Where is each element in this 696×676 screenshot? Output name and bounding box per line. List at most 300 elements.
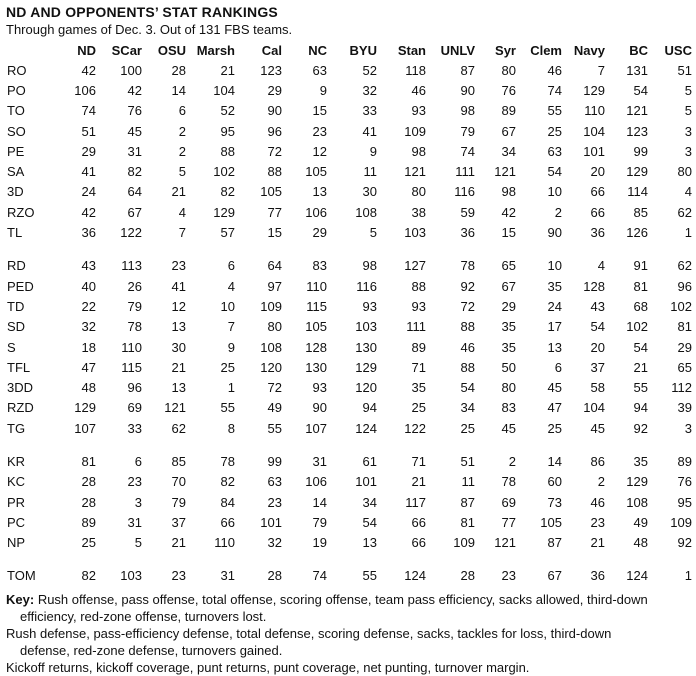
rank-cell: 3 [134, 494, 142, 510]
rank-cell: 12 [171, 298, 186, 314]
rank-cell: 22 [81, 298, 96, 314]
rank-cell: 124 [404, 568, 426, 584]
rank-cell: 106 [305, 204, 327, 220]
rank-cell: 113 [121, 258, 142, 274]
rank-cell: 112 [671, 380, 692, 396]
rank-cell: 94 [362, 400, 377, 416]
rank-cell: 55 [547, 103, 562, 119]
rank-cell: 25 [81, 535, 96, 551]
table-row [6, 276, 696, 296]
rank-cell: 80 [501, 62, 516, 78]
stat-label: NP [7, 535, 26, 551]
rank-cell: 23 [312, 123, 327, 139]
team-header: UNLV [440, 42, 475, 58]
rank-cell: 46 [590, 494, 605, 510]
rank-cell: 118 [405, 62, 426, 78]
rank-cell: 90 [267, 103, 282, 119]
rank-cell: 78 [501, 474, 516, 490]
rank-cell: 5 [684, 82, 692, 98]
stat-label: TG [7, 420, 26, 436]
rank-cell: 3 [684, 420, 692, 436]
rank-cell: 72 [460, 298, 475, 314]
rank-cell: 35 [411, 380, 426, 396]
stat-label: KC [7, 474, 26, 490]
rank-cell: 35 [547, 278, 562, 294]
rank-cell: 28 [81, 494, 96, 510]
rank-cell: 96 [677, 278, 692, 294]
rank-cell: 4 [227, 278, 235, 294]
rank-cell: 77 [501, 514, 516, 530]
rank-cell: 21 [171, 535, 186, 551]
rank-cell: 89 [677, 453, 692, 469]
rank-cell: 13 [171, 380, 186, 396]
rank-cell: 43 [590, 298, 605, 314]
rank-cell: 54 [590, 319, 605, 335]
stat-label: RD [7, 258, 26, 274]
rank-cell: 52 [362, 62, 377, 78]
key-line [6, 591, 654, 625]
rank-cell: 35 [501, 319, 516, 335]
rank-cell: 90 [547, 225, 562, 241]
rank-cell: 108 [260, 339, 282, 355]
rank-cell: 18 [81, 339, 96, 355]
rankings-document [6, 3, 692, 676]
rank-cell: 69 [501, 494, 516, 510]
rank-cell: 26 [127, 278, 142, 294]
rank-cell: 98 [411, 143, 426, 159]
rank-cell: 5 [134, 535, 142, 551]
rank-cell: 21 [590, 535, 605, 551]
key-line [6, 625, 654, 659]
stat-label: RZD [7, 400, 34, 416]
rank-cell: 55 [267, 420, 282, 436]
rank-cell: 15 [501, 225, 516, 241]
rank-cell: 13 [312, 184, 327, 200]
rank-cell: 24 [547, 298, 562, 314]
stat-label: TO [7, 103, 25, 119]
rank-cell: 45 [547, 380, 562, 396]
rank-cell: 102 [213, 164, 235, 180]
stat-label: SO [7, 123, 26, 139]
rank-cell: 63 [547, 143, 562, 159]
rank-cell: 51 [460, 453, 475, 469]
rank-cell: 15 [312, 103, 327, 119]
table-row [6, 472, 696, 492]
rank-cell: 90 [460, 82, 475, 98]
rank-cell: 41 [362, 123, 377, 139]
rankings-table [6, 40, 696, 586]
rank-cell: 91 [633, 258, 648, 274]
rank-cell: 42 [81, 204, 96, 220]
rank-cell: 21 [171, 184, 186, 200]
key-line-defense: Rush defense, pass-efficiency defense, total defense, scoring defense, sacks, tackles for loss, third-down defense, red-zone defense, turnovers gained. [6, 626, 612, 659]
key-line-special-teams: Kickoff returns, kickoff coverage, punt returns, punt coverage, net punting, turnover margin. [6, 660, 530, 676]
rank-cell: 6 [227, 258, 235, 274]
rank-cell: 80 [501, 380, 516, 396]
table-row [6, 256, 696, 276]
rank-cell: 114 [627, 184, 648, 200]
rank-cell: 11 [363, 164, 377, 180]
rank-cell: 66 [411, 535, 426, 551]
rank-cell: 81 [460, 514, 475, 530]
rank-cell: 103 [120, 568, 142, 584]
rank-cell: 108 [355, 204, 377, 220]
rank-cell: 46 [460, 339, 475, 355]
rank-cell: 25 [220, 359, 235, 375]
rank-cell: 48 [633, 535, 648, 551]
rank-cell: 65 [501, 258, 516, 274]
table-row [6, 101, 696, 121]
rank-cell: 9 [227, 339, 235, 355]
stat-label: 3DD [7, 380, 34, 396]
table-row [6, 418, 696, 438]
rank-cell: 42 [127, 82, 142, 98]
rank-cell: 64 [267, 258, 282, 274]
rank-cell: 15 [267, 225, 282, 241]
rank-cell: 111 [455, 164, 475, 180]
rank-cell: 51 [677, 62, 692, 78]
team-header: NC [308, 42, 327, 58]
rank-cell: 94 [633, 400, 648, 416]
rank-cell: 82 [220, 184, 235, 200]
stat-label: KR [7, 453, 26, 469]
rank-cell: 13 [362, 535, 377, 551]
rank-cell: 128 [305, 339, 327, 355]
rank-cell: 28 [171, 62, 186, 78]
rank-cell: 96 [127, 380, 142, 396]
rank-cell: 95 [677, 494, 692, 510]
rank-cell: 13 [171, 319, 186, 335]
rank-cell: 25 [411, 400, 426, 416]
rank-cell: 79 [171, 494, 186, 510]
stat-label: RZO [7, 204, 35, 220]
rank-cell: 55 [362, 568, 377, 584]
rank-cell: 51 [81, 123, 96, 139]
rank-cell: 5 [178, 164, 186, 180]
rank-cell: 29 [267, 82, 282, 98]
rank-cell: 129 [626, 164, 648, 180]
rank-cell: 55 [220, 400, 235, 416]
rank-cell: 36 [590, 225, 605, 241]
team-header: USC [664, 42, 692, 58]
rank-cell: 40 [81, 278, 96, 294]
rank-cell: 81 [633, 278, 648, 294]
rank-cell: 89 [411, 339, 426, 355]
rank-cell: 88 [220, 143, 235, 159]
table-row [6, 222, 696, 242]
rank-cell: 35 [501, 339, 516, 355]
rank-cell: 46 [547, 62, 562, 78]
rank-cell: 36 [460, 225, 475, 241]
stat-label: SD [7, 319, 26, 335]
rank-cell: 71 [411, 453, 426, 469]
rank-cell: 88 [460, 319, 475, 335]
rank-cell: 24 [81, 184, 96, 200]
rank-cell: 74 [547, 82, 562, 98]
rank-cell: 10 [547, 258, 562, 274]
rank-cell: 5 [369, 225, 377, 241]
table-row [6, 398, 696, 418]
rank-cell: 21 [220, 62, 235, 78]
table-row [6, 357, 696, 377]
rank-cell: 33 [127, 420, 142, 436]
rank-cell: 45 [590, 420, 605, 436]
rank-cell: 21 [411, 474, 426, 490]
group-spacer [6, 553, 696, 566]
rank-cell: 67 [127, 204, 142, 220]
rank-cell: 122 [404, 420, 426, 436]
rank-cell: 37 [171, 514, 186, 530]
rank-cell: 76 [677, 474, 692, 490]
rank-cell: 102 [626, 319, 648, 335]
rank-cell: 117 [405, 494, 426, 510]
rank-cell: 81 [81, 453, 96, 469]
rank-cell: 120 [260, 359, 282, 375]
rank-cell: 9 [369, 143, 377, 159]
rank-cell: 60 [547, 474, 562, 490]
rank-cell: 74 [81, 103, 96, 119]
rank-cell: 85 [171, 453, 186, 469]
rank-cell: 31 [312, 453, 327, 469]
rank-cell: 57 [220, 225, 235, 241]
rank-cell: 32 [267, 535, 282, 551]
rank-cell: 129 [213, 204, 235, 220]
rank-cell: 121 [494, 535, 516, 551]
rank-cell: 121 [404, 164, 426, 180]
rank-cell: 6 [554, 359, 562, 375]
rank-cell: 63 [267, 474, 282, 490]
rank-cell: 3 [684, 143, 692, 159]
rank-cell: 69 [127, 400, 142, 416]
rank-cell: 36 [81, 225, 96, 241]
rank-cell: 68 [633, 298, 648, 314]
rank-cell: 115 [306, 298, 327, 314]
rank-cell: 64 [127, 184, 142, 200]
page-title: ND AND OPPONENTS’ STAT RANKINGS [6, 4, 278, 20]
rank-cell: 67 [501, 123, 516, 139]
team-header: OSU [157, 42, 186, 58]
rank-cell: 120 [355, 380, 377, 396]
rank-cell: 79 [127, 298, 142, 314]
rank-cell: 29 [501, 298, 516, 314]
rank-cell: 8 [227, 420, 235, 436]
rank-cell: 7 [227, 319, 235, 335]
rank-cell: 54 [633, 339, 648, 355]
rank-cell: 99 [267, 453, 282, 469]
rank-cell: 14 [312, 494, 327, 510]
key-section [6, 591, 654, 676]
rank-cell: 97 [267, 278, 282, 294]
rank-cell: 67 [501, 278, 516, 294]
rank-cell: 80 [677, 164, 692, 180]
rank-cell: 123 [260, 62, 282, 78]
rank-cell: 71 [411, 359, 426, 375]
key-heading: Key: [6, 592, 35, 608]
rank-cell: 105 [260, 184, 282, 200]
rank-cell: 81 [677, 319, 692, 335]
team-header: SCar [111, 42, 142, 58]
team-header: Navy [573, 42, 605, 58]
rank-cell: 4 [684, 184, 692, 200]
stat-label: PC [7, 514, 26, 530]
rank-cell: 43 [81, 258, 96, 274]
rank-cell: 95 [220, 123, 235, 139]
stat-label: PE [7, 143, 25, 159]
rank-cell: 89 [81, 514, 96, 530]
rank-cell: 83 [501, 400, 516, 416]
rank-cell: 129 [583, 82, 605, 98]
rank-cell: 129 [355, 359, 377, 375]
rank-cell: 2 [178, 123, 186, 139]
rank-cell: 88 [460, 359, 475, 375]
rank-cell: 128 [583, 278, 605, 294]
rank-cell: 7 [178, 225, 186, 241]
table-row [6, 512, 696, 532]
rank-cell: 88 [411, 278, 426, 294]
table-row [6, 533, 696, 553]
rank-cell: 7 [597, 62, 605, 78]
rank-cell: 93 [411, 103, 426, 119]
rank-cell: 79 [312, 514, 327, 530]
rank-cell: 32 [362, 82, 377, 98]
rank-cell: 31 [127, 514, 142, 530]
rank-cell: 28 [81, 474, 96, 490]
rank-cell: 2 [508, 453, 516, 469]
rank-cell: 87 [547, 535, 562, 551]
rank-cell: 73 [547, 494, 562, 510]
team-header: Cal [261, 42, 282, 58]
rank-cell: 92 [633, 420, 648, 436]
table-row [6, 121, 696, 141]
rank-cell: 42 [81, 62, 96, 78]
rank-cell: 124 [626, 568, 648, 584]
rank-cell: 4 [597, 258, 605, 274]
rank-cell: 47 [547, 400, 562, 416]
rank-cell: 104 [213, 82, 235, 98]
rank-cell: 93 [411, 298, 426, 314]
rank-cell: 122 [120, 225, 142, 241]
rank-cell: 2 [554, 204, 562, 220]
rank-cell: 4 [178, 204, 186, 220]
rank-cell: 80 [411, 184, 426, 200]
rank-cell: 23 [127, 474, 142, 490]
rank-cell: 98 [501, 184, 516, 200]
header-corner [6, 40, 52, 60]
rank-cell: 109 [260, 298, 282, 314]
stat-label: TFL [7, 359, 31, 375]
rank-cell: 121 [494, 164, 516, 180]
rank-cell: 54 [362, 514, 377, 530]
rank-cell: 62 [171, 420, 186, 436]
rank-cell: 67 [547, 568, 562, 584]
rank-cell: 129 [74, 400, 96, 416]
rank-cell: 66 [411, 514, 426, 530]
stat-label: TL [7, 225, 23, 241]
rank-cell: 23 [171, 568, 186, 584]
rank-cell: 110 [306, 278, 327, 294]
rank-cell: 54 [633, 82, 648, 98]
rank-cell: 74 [312, 568, 327, 584]
team-header: Clem [530, 42, 562, 58]
rank-cell: 34 [460, 400, 475, 416]
stat-label: TOM [7, 568, 36, 584]
rank-cell: 106 [74, 82, 96, 98]
rank-cell: 85 [633, 204, 648, 220]
rank-cell: 107 [305, 420, 327, 436]
rank-cell: 6 [134, 453, 142, 469]
table-row [6, 317, 696, 337]
table-row [6, 566, 696, 586]
rank-cell: 29 [312, 225, 327, 241]
rank-cell: 92 [460, 278, 475, 294]
rank-cell: 82 [81, 568, 96, 584]
header-row [6, 40, 696, 60]
rank-cell: 98 [460, 103, 475, 119]
rank-cell: 121 [626, 103, 648, 119]
rank-cell: 30 [362, 184, 377, 200]
rank-cell: 13 [547, 339, 562, 355]
group-spacer [6, 438, 696, 451]
rank-cell: 66 [590, 184, 605, 200]
rank-cell: 29 [81, 143, 96, 159]
rank-cell: 25 [547, 123, 562, 139]
rank-cell: 87 [460, 62, 475, 78]
rank-cell: 5 [684, 103, 692, 119]
rank-cell: 23 [501, 568, 516, 584]
rank-cell: 80 [267, 319, 282, 335]
rank-cell: 127 [404, 258, 426, 274]
rank-cell: 88 [267, 164, 282, 180]
stat-label: 3D [7, 184, 24, 200]
rank-cell: 23 [590, 514, 605, 530]
rank-cell: 2 [597, 474, 605, 490]
rank-cell: 54 [460, 380, 475, 396]
rank-cell: 105 [540, 514, 562, 530]
rank-cell: 90 [312, 400, 327, 416]
rank-cell: 46 [411, 82, 426, 98]
rank-cell: 104 [583, 400, 605, 416]
rank-cell: 11 [461, 474, 475, 490]
rank-cell: 48 [81, 380, 96, 396]
stat-label: SA [7, 164, 25, 180]
rank-cell: 79 [460, 123, 475, 139]
rank-cell: 110 [121, 339, 142, 355]
rank-cell: 104 [583, 123, 605, 139]
rank-cell: 74 [460, 143, 475, 159]
rank-cell: 72 [267, 380, 282, 396]
rank-cell: 70 [171, 474, 186, 490]
rank-cell: 35 [633, 453, 648, 469]
rank-cell: 50 [501, 359, 516, 375]
table-row [6, 377, 696, 397]
rank-cell: 10 [220, 298, 235, 314]
rank-cell: 82 [127, 164, 142, 180]
rank-cell: 100 [120, 62, 142, 78]
rank-cell: 92 [677, 535, 692, 551]
rank-cell: 30 [171, 339, 186, 355]
table-row [6, 182, 696, 202]
rank-cell: 25 [547, 420, 562, 436]
team-header: Marsh [196, 42, 235, 58]
rank-cell: 109 [453, 535, 475, 551]
rank-cell: 106 [305, 474, 327, 490]
rank-cell: 58 [590, 380, 605, 396]
rank-cell: 34 [501, 143, 516, 159]
rank-cell: 33 [362, 103, 377, 119]
rank-cell: 9 [319, 82, 327, 98]
rank-cell: 72 [267, 143, 282, 159]
page-subtitle: Through games of Dec. 3. Out of 131 FBS teams. [6, 22, 293, 37]
